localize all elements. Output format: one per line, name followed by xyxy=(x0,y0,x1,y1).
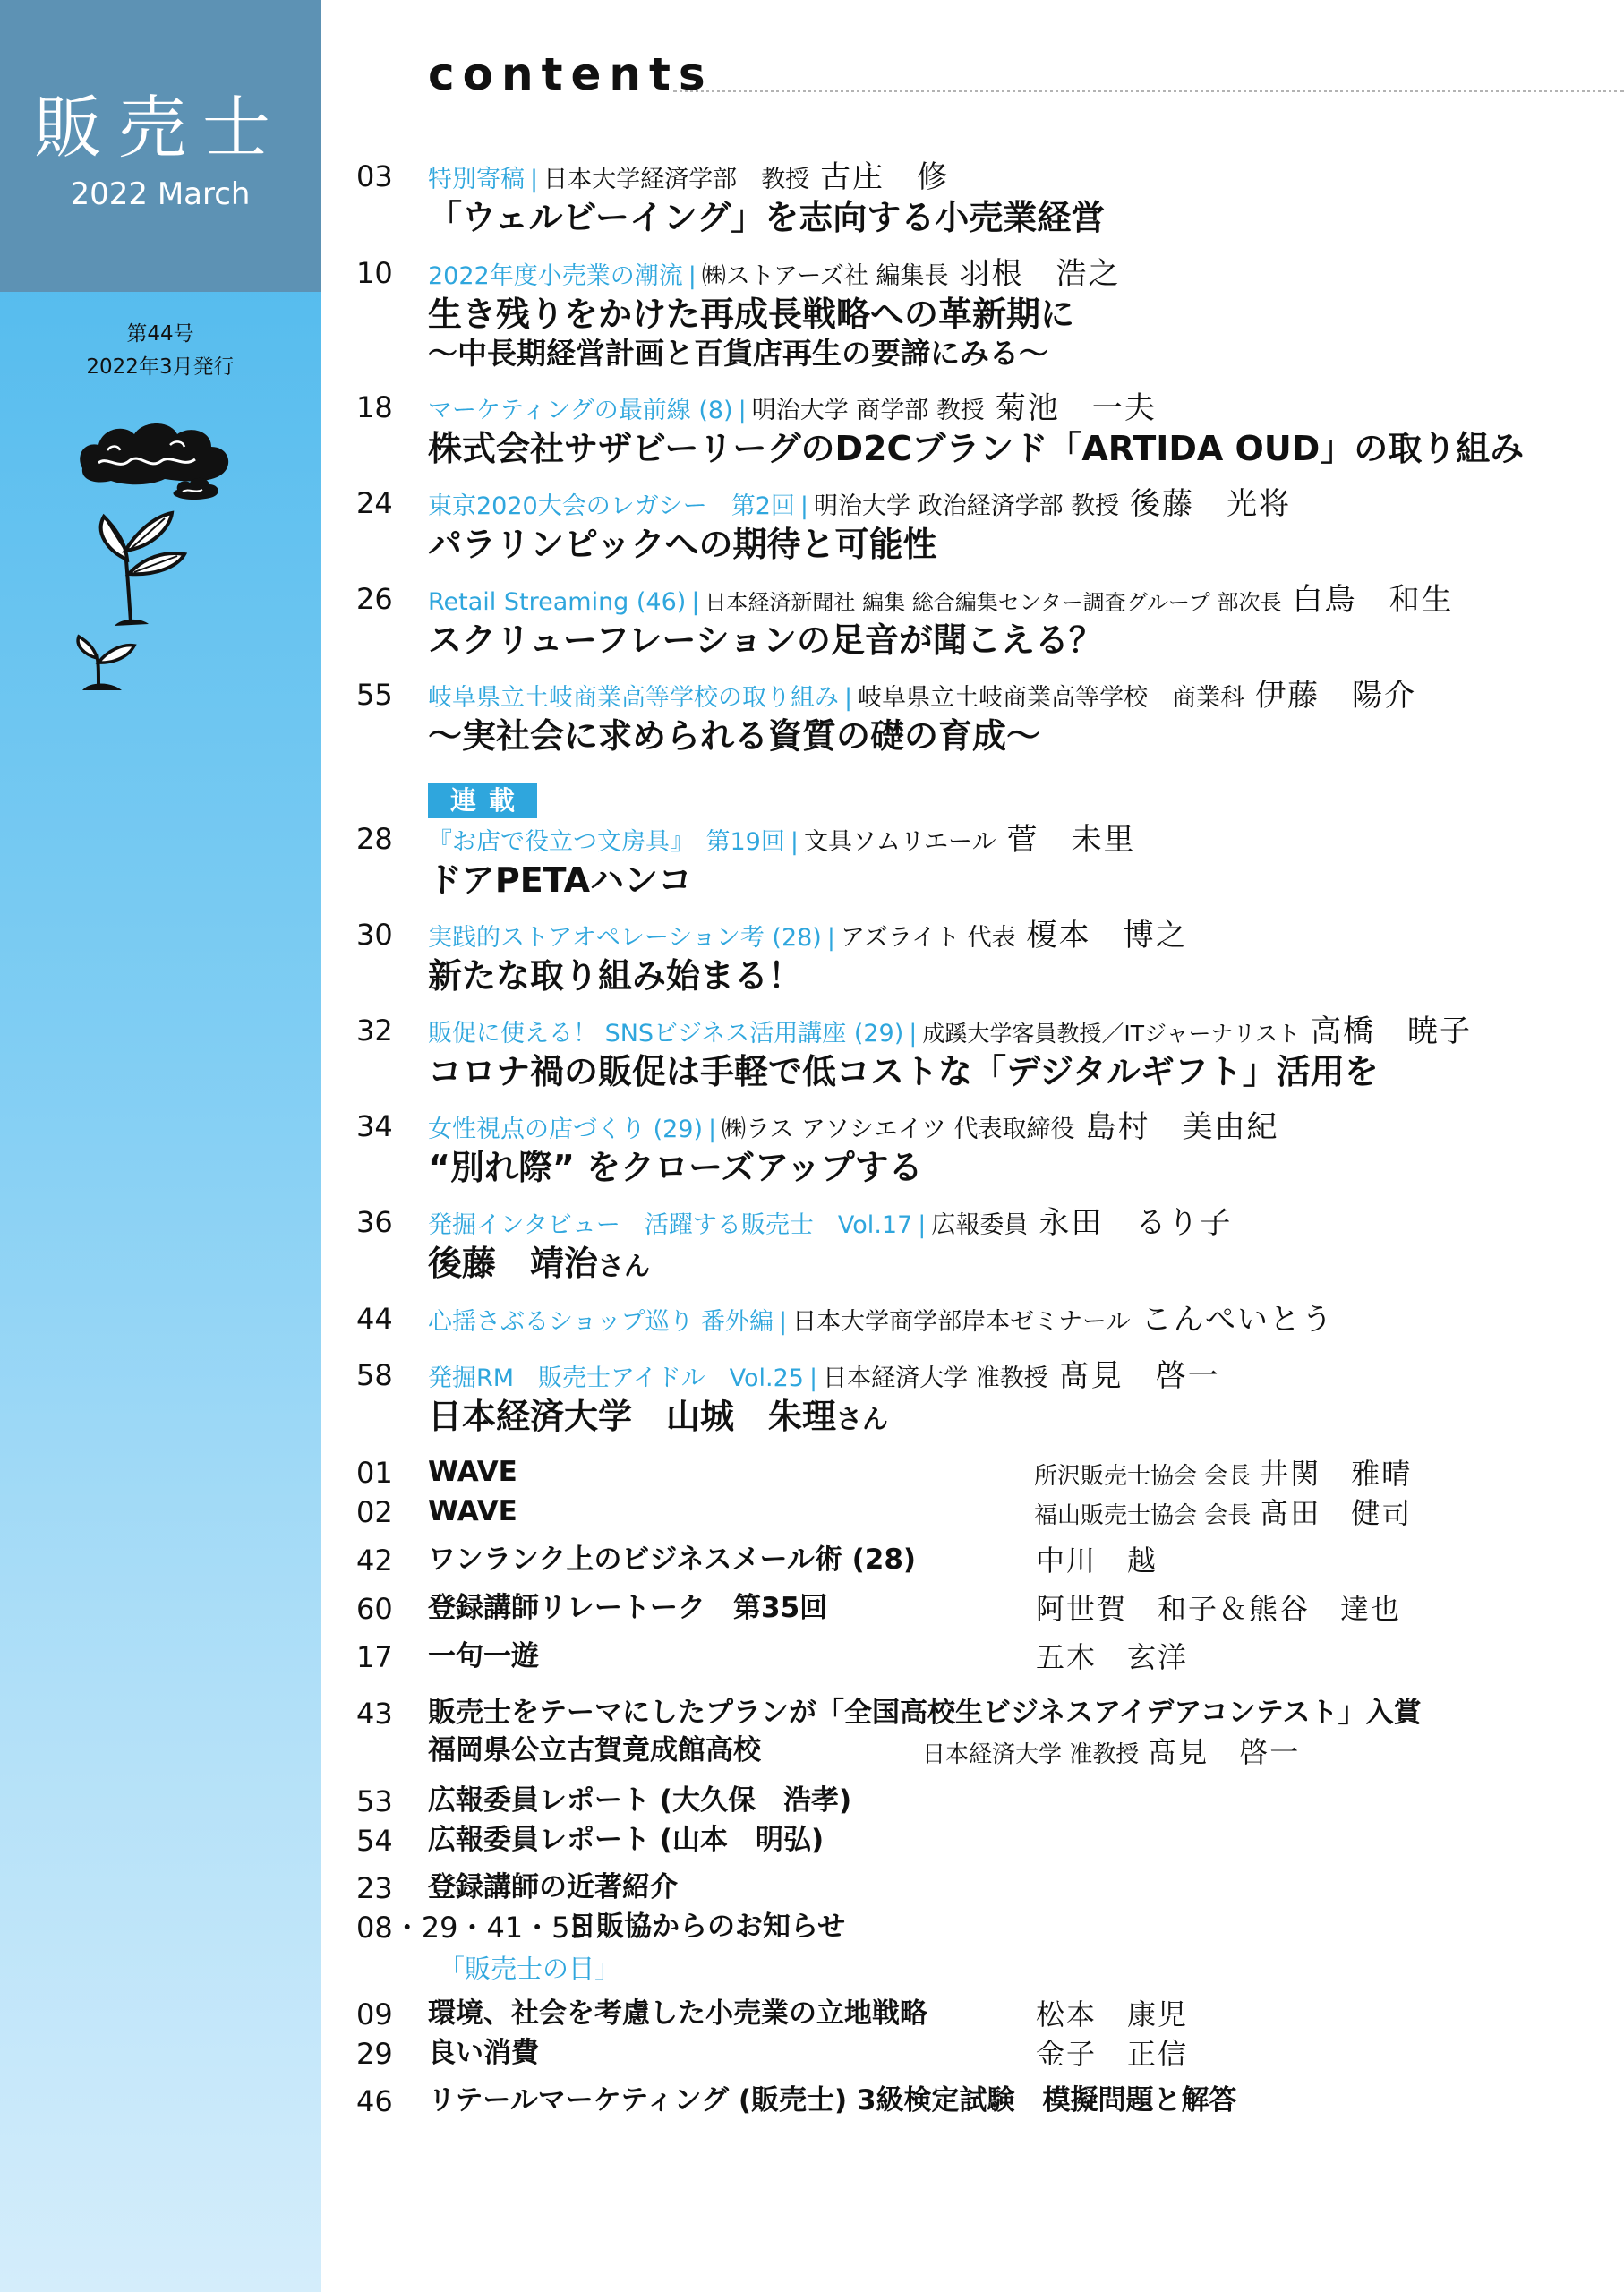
article-title: ドアPETAハンコ xyxy=(428,860,693,900)
page-number: 60 xyxy=(356,1592,393,1626)
article-title: 「ウェルビーイング」を志向する小売業経営 xyxy=(428,198,1106,237)
page-number: 26 xyxy=(356,582,393,616)
masthead xyxy=(0,0,321,292)
interviewee-name: 後藤 靖治 xyxy=(428,1244,599,1283)
school-name: 福岡県公立古賀竟成館高校 xyxy=(428,1734,761,1766)
author-name: 中川 越 xyxy=(1036,1544,1158,1578)
author-role: 日本経済新聞社 編集 総合編集センター調査グループ 部次長 xyxy=(705,590,1282,615)
magazine-title: 販売士 xyxy=(34,88,286,167)
author-role: 岐阜県立土岐商業高等学校 商業科 xyxy=(858,684,1245,712)
article-title: 広報委員レポート (山本 明弘) xyxy=(428,1824,825,1856)
page-number: 29 xyxy=(356,2037,393,2071)
author-role: 日本経済大学 准教授 xyxy=(922,1741,1140,1768)
interviewee-name: 日本経済大学 山城 朱理 xyxy=(428,1397,837,1436)
author-role: 文具ソムリエール xyxy=(803,828,996,856)
page-number: 01 xyxy=(356,1456,393,1490)
article-title: WAVE xyxy=(428,1456,517,1488)
article-category: 岐阜県立土岐商業高等学校の取り組み xyxy=(428,684,839,712)
article-title: 広報委員レポート (大久保 浩孝) xyxy=(428,1784,852,1817)
page-number: 53 xyxy=(356,1784,393,1818)
article-title: 日販協からのお知らせ xyxy=(568,1911,846,1943)
sidebar xyxy=(0,0,321,2292)
article-byline: 発掘インタビュー 活躍する販売士 Vol.17 | 広報委員 永田 るり子 xyxy=(428,1205,1233,1241)
article-title: スクリューフレーションの足音が聞こえる？ xyxy=(428,620,1103,660)
page-number: 08・29・41・53 xyxy=(356,1911,588,1945)
author-role: 成蹊大学客員教授／ITジャーナリスト xyxy=(922,1021,1301,1047)
article-title: WAVE xyxy=(428,1495,517,1527)
article-title: 生き残りをかけた再成長戦略への革新期に xyxy=(428,295,1075,334)
contents-heading: contents xyxy=(428,48,714,100)
issue-month: 2022 March xyxy=(70,176,251,212)
honorific: さん xyxy=(836,1404,889,1434)
article-title: ワンランク上のビジネスメール術 (28) xyxy=(428,1544,917,1576)
article-category: 東京2020大会のレガシー 第2回 xyxy=(428,492,795,520)
author-name: 羽根 浩之 xyxy=(959,256,1121,292)
author-name: 白鳥 和生 xyxy=(1292,582,1454,618)
article-category: 発掘RM 販売士アイドル Vol.25 xyxy=(428,1364,804,1392)
author-name: 高橋 暁子 xyxy=(1311,1013,1473,1049)
author-name: 松本 康児 xyxy=(1036,1997,1189,2031)
page-number: 44 xyxy=(356,1302,393,1336)
article-title xyxy=(428,1244,651,1283)
article-byline: 女性視点の店づくり (29) | ㈱ラス アソシエイツ 代表取締役 島村 美由紀 xyxy=(428,1109,1279,1145)
author-role: ㈱ストアーズ社 編集長 xyxy=(701,262,949,290)
page-number: 58 xyxy=(356,1358,393,1392)
author-name: 島村 美由紀 xyxy=(1085,1109,1279,1145)
article-title: 登録講師の近著紹介 xyxy=(428,1871,678,1903)
article-byline: マーケティングの最前線 (8) | 明治大学 商学部 教授 菊池 一夫 xyxy=(428,390,1157,426)
article-byline xyxy=(922,1735,1301,1769)
article-byline: 2022年度小売業の潮流 | ㈱ストアーズ社 編集長 羽根 浩之 xyxy=(428,256,1121,292)
page-number: 34 xyxy=(356,1109,393,1143)
page-number: 24 xyxy=(356,486,393,520)
author-role: 広報委員 xyxy=(931,1211,1029,1239)
article-title: “別れ際” をクローズアップする xyxy=(428,1148,923,1187)
article-title: 販売士をテーマにしたプランが「全国高校生ビジネスアイデアコンテスト」入賞 xyxy=(428,1697,1422,1729)
serial-badge: 連載 xyxy=(428,783,537,818)
article-category: 2022年度小売業の潮流 xyxy=(428,262,683,290)
author-name: 後藤 光将 xyxy=(1130,486,1292,522)
article-byline: 東京2020大会のレガシー 第2回 | 明治大学 政治経済学部 教授 後藤 光将 xyxy=(428,486,1292,522)
author-name: 阿世賀 和子＆熊谷 達也 xyxy=(1036,1592,1402,1626)
page-number: 28 xyxy=(356,822,393,856)
author-name: 髙田 健司 xyxy=(1260,1496,1413,1530)
article-category: 実践的ストアオペレーション考 (28) xyxy=(428,924,822,952)
author-name: 菅 未里 xyxy=(1006,822,1136,858)
article-category: 発掘インタビュー 活躍する販売士 Vol.17 xyxy=(428,1211,913,1239)
page-number: 42 xyxy=(356,1544,393,1578)
page-number: 36 xyxy=(356,1205,393,1239)
page-number: 46 xyxy=(356,2084,393,2118)
author-name: 菊池 一夫 xyxy=(995,390,1157,426)
author-name: 金子 正信 xyxy=(1036,2037,1189,2071)
honorific: さん xyxy=(598,1251,651,1281)
article-category: Retail Streaming (46) xyxy=(428,588,687,616)
cloud-and-sprout-illustration xyxy=(72,416,251,712)
article-byline: 実践的ストアオペレーション考 (28) | アズライト 代表 榎本 博之 xyxy=(428,918,1188,954)
author-role: 所沢販売士協会 会長 xyxy=(1034,1463,1252,1490)
author-name: 五木 玄洋 xyxy=(1036,1640,1189,1674)
page-number: 17 xyxy=(356,1640,393,1674)
issue-date: 2022年3月発行 xyxy=(86,355,235,379)
page-number: 23 xyxy=(356,1871,393,1905)
article-title xyxy=(428,1397,889,1436)
eye-section-label: 「販売士の目」 xyxy=(439,1954,621,1984)
article-byline: 販促に使える！ SNSビジネス活用講座 (29) | 成蹊大学客員教授／ITジャーナリスト 高橋 暁子 xyxy=(428,1013,1473,1049)
article-title: 一句一遊 xyxy=(428,1640,539,1672)
article-byline xyxy=(1034,1457,1413,1491)
author-name: 永田 るり子 xyxy=(1039,1205,1233,1241)
author-name: 伊藤 陽介 xyxy=(1255,678,1417,714)
dotted-rule xyxy=(673,90,1624,92)
article-byline: 心揺さぶるショップ巡り 番外編 | 日本大学商学部岸本ゼミナール こんぺいとう xyxy=(428,1302,1334,1338)
author-name: こんぺいとう xyxy=(1141,1302,1334,1338)
article-title: 新たな取り組み始まる！ xyxy=(428,956,803,996)
article-byline: 『お店で役立つ文房具』 第19回 | 文具ソムリエール 菅 未里 xyxy=(428,822,1136,858)
page-number: 43 xyxy=(356,1697,393,1731)
issue-number: 第44号 xyxy=(126,322,194,346)
author-name: 髙見 啓一 xyxy=(1058,1358,1220,1394)
page-number: 10 xyxy=(356,256,393,290)
page-number: 03 xyxy=(356,159,393,193)
page-number: 09 xyxy=(356,1997,393,2031)
article-category: 特別寄稿 xyxy=(428,166,525,193)
author-name: 井関 雅晴 xyxy=(1260,1457,1413,1491)
article-title: 株式会社サザビーリーグのD2Cブランド「ARTIDA OUD」の取り組み xyxy=(428,429,1525,468)
article-title: 登録講師リレートーク 第35回 xyxy=(428,1592,828,1624)
author-name: 榎本 博之 xyxy=(1026,918,1188,954)
article-category: 『お店で役立つ文房具』 第19回 xyxy=(428,828,785,856)
page-number: 02 xyxy=(356,1495,393,1529)
page-number: 55 xyxy=(356,678,393,712)
author-role: 日本大学経済学部 教授 xyxy=(543,166,810,193)
author-role: 明治大学 商学部 教授 xyxy=(751,397,985,424)
article-category: 女性視点の店づくり (29) xyxy=(428,1116,704,1143)
article-title: パラリンピックへの期待と可能性 xyxy=(428,525,937,564)
article-title: 良い消費 xyxy=(428,2037,539,2069)
article-category: マーケティングの最前線 (8) xyxy=(428,397,733,424)
page-number: 30 xyxy=(356,918,393,952)
article-title: 環境、社会を考慮した小売業の立地戦略 xyxy=(428,1997,927,2030)
author-role: アズライト 代表 xyxy=(840,924,1016,952)
author-name: 髙見 啓一 xyxy=(1148,1735,1301,1769)
author-role: 福山販売士協会 会長 xyxy=(1034,1502,1252,1529)
author-name: 古庄 修 xyxy=(820,159,950,195)
article-byline: 特別寄稿 | 日本大学経済学部 教授 古庄 修 xyxy=(428,159,950,195)
author-role: ㈱ラス アソシエイツ 代表取締役 xyxy=(722,1116,1075,1143)
article-byline: 発掘RM 販売士アイドル Vol.25 | 日本経済大学 准教授 髙見 啓一 xyxy=(428,1358,1220,1394)
article-byline: Retail Streaming (46) | 日本経済新聞社 編集 総合編集センター調査グループ 部次長 白鳥 和生 xyxy=(428,582,1454,618)
article-category: 心揺さぶるショップ巡り 番外編 xyxy=(428,1308,774,1336)
author-role: 日本大学商学部岸本ゼミナール xyxy=(792,1308,1131,1336)
article-byline: 岐阜県立土岐商業高等学校の取り組み | 岐阜県立土岐商業高等学校 商業科 伊藤 陽介 xyxy=(428,678,1417,714)
page-number: 54 xyxy=(356,1824,393,1858)
article-byline xyxy=(1034,1496,1413,1530)
article-title: リテールマーケティング (販売士) 3級検定試験 模擬問題と解答 xyxy=(428,2084,1237,2117)
article-title: ～実社会に求められる資質の礎の育成～ xyxy=(428,716,1041,756)
article-category: 販促に使える！ SNSビジネス活用講座 (29) xyxy=(428,1020,904,1048)
author-role: 明治大学 政治経済学部 教授 xyxy=(814,492,1120,520)
article-subtitle: ～中長期経営計画と百貨店再生の要諦にみる～ xyxy=(428,336,1048,371)
page-number: 32 xyxy=(356,1013,393,1048)
page-number: 18 xyxy=(356,390,393,424)
author-role: 日本経済大学 准教授 xyxy=(823,1364,1048,1392)
article-title: コロナ禍の販促は手軽で低コストな「デジタルギフト」活用を xyxy=(428,1052,1379,1091)
